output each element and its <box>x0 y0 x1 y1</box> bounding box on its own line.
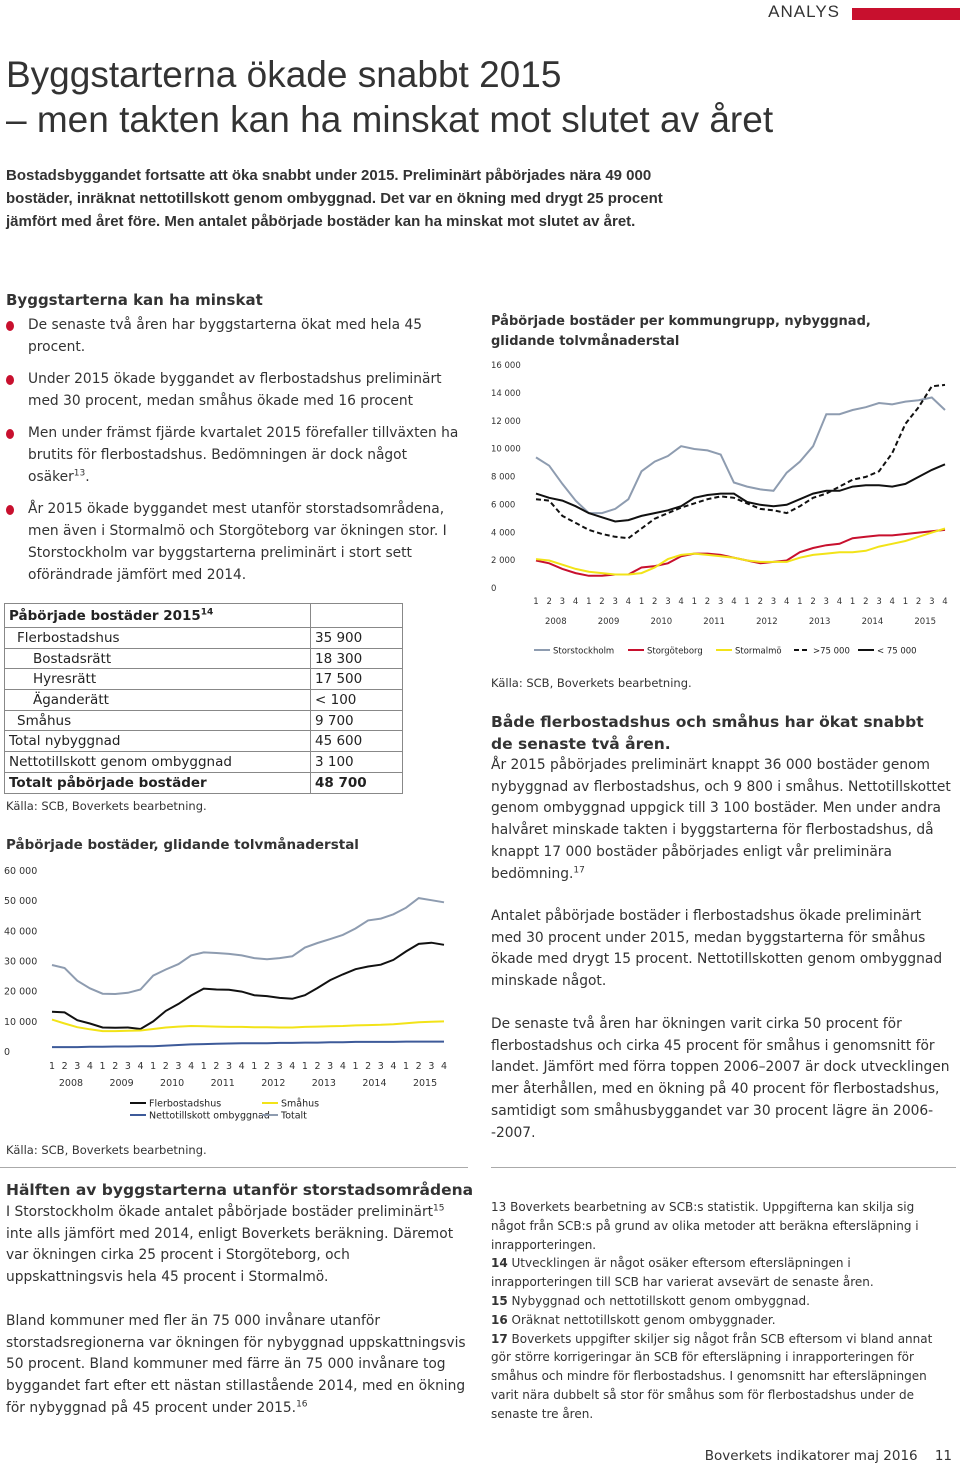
year-label: 2009 <box>109 1078 134 1089</box>
x-tick-label: 1 <box>150 1061 157 1072</box>
footnote: 14 Utvecklingen är något osäker eftersom eftersläpningen i inrapporteringen till SCB har varierat avsevärt de senaste åren. <box>491 1256 874 1290</box>
legend-label: Storgöteborg <box>647 646 703 657</box>
bullet-text: Under 2015 ökade byggandet av flerbostadshus preliminärt med 30 procent, medan småhus ökade med 16 procent <box>28 371 442 409</box>
chart1-source: Källa: SCB, Boverkets bearbetning. <box>6 1143 207 1157</box>
chart2-svg <box>480 352 960 664</box>
x-tick-label: 4 <box>942 597 948 607</box>
x-tick-label: 4 <box>289 1061 296 1072</box>
footnote-ref: 13 <box>73 468 86 479</box>
legend-label: Stormalmö <box>735 646 782 657</box>
page-number: 11 <box>934 1448 952 1464</box>
x-tick-label: 3 <box>612 597 618 607</box>
year-label: 2014 <box>861 617 884 627</box>
x-tick-label: 1 <box>352 1061 359 1072</box>
bullet-text-end: . <box>85 469 90 485</box>
bullet-item <box>6 314 466 358</box>
x-tick-label: 2 <box>365 1061 372 1072</box>
x-tick-label: 1 <box>200 1061 207 1072</box>
title-line-1: Byggstarterna ökade snabbt 2015 <box>6 54 562 95</box>
x-tick-label: 1 <box>691 597 698 607</box>
table-cell-label: Flerbostadshus <box>5 628 311 649</box>
x-tick-label: 1 <box>48 1061 56 1072</box>
year-label: 2015 <box>914 617 937 627</box>
x-tick-label: 3 <box>327 1061 334 1072</box>
series-line <box>536 398 945 514</box>
bullet-dot-icon <box>6 321 14 331</box>
x-tick-label: 4 <box>440 1061 448 1072</box>
legend-label: Nettotillskott ombyggnad <box>149 1110 270 1122</box>
table-cell-value: 48 700 <box>311 772 403 793</box>
x-tick-label: 4 <box>339 1061 346 1072</box>
x-tick-label: 3 <box>717 597 724 607</box>
bottom-heading: Hälften av byggstarterna utanför storstadsområdena <box>6 1181 474 1199</box>
x-tick-label: 2 <box>863 597 869 607</box>
legend-label: Flerbostadshus <box>149 1098 222 1110</box>
y-tick-label: 12 000 <box>491 416 521 427</box>
series-line <box>52 943 444 1029</box>
x-tick-label: 3 <box>124 1061 131 1072</box>
chart1-svg <box>0 855 460 1135</box>
footnote: 16 Oräknat nettotillskott genom ombyggnader. <box>491 1312 776 1327</box>
bullet-dot-icon <box>6 429 14 439</box>
table-row <box>5 690 403 711</box>
year-label: 2014 <box>362 1078 387 1089</box>
x-tick-label: 3 <box>559 597 566 607</box>
x-tick-label: 1 <box>533 597 539 607</box>
year-label: 2015 <box>412 1078 438 1089</box>
table-cell-label: Hyresrätt <box>5 669 311 690</box>
footnote: 17 Boverkets uppgifter skiljer sig något från SCB eftersom vi bland annat gör större korrigeringar än SCB för eftersläpning i inrapporteringen för småhus och mindre för flerbostadshus. I genomsnitt har eftersläpningen varit nära dubbelt så stor för småhus som för flerbostadshus under de senaste tre åren. <box>491 1331 933 1421</box>
footnote: 13 Boverkets bearbetning av SCB:s statistik. Uppgifterna kan skilja sig något från SCB:s på grund av olika metoder att beräkna eftersläpning i inrapporteringen. <box>491 1200 919 1252</box>
table-cell-label: Total nybyggnad <box>5 731 311 752</box>
y-tick-label: 4 000 <box>491 528 516 539</box>
x-tick-label: 1 <box>251 1061 258 1072</box>
x-tick-label: 2 <box>263 1061 270 1072</box>
y-tick-label: 10 000 <box>491 444 521 455</box>
table-title: Påbörjade bostäder 2015$^{14}$ <box>5 604 311 628</box>
x-tick-label: 2 <box>415 1061 422 1072</box>
y-tick-label: 60 000 <box>4 866 38 877</box>
footnote-ref: 15 <box>433 1203 445 1214</box>
footnote-ref: 17 <box>573 864 585 875</box>
legend-label: Småhus <box>281 1098 320 1110</box>
table-cell-value: 3 100 <box>311 752 403 773</box>
year-label: 2011 <box>210 1078 235 1089</box>
x-tick-label: 2 <box>915 597 922 607</box>
footnotes <box>491 1198 951 1424</box>
y-tick-label: 6 000 <box>491 500 516 511</box>
x-tick-label: 2 <box>112 1061 119 1072</box>
table-cell-label: Småhus <box>5 710 311 731</box>
table-row <box>5 710 403 731</box>
x-tick-label: 2 <box>314 1061 321 1072</box>
series-line <box>52 1042 444 1048</box>
right-paragraph-2: Antalet påbörjade bostäder i flerbostadshus ökade preliminärt med 30 procent under 2015, medan byggstarterna för småhus ökade med drygt 15 procent. Nettotillskotten genom ombyggnad minskade något. <box>491 908 943 990</box>
x-tick-label: 2 <box>810 597 816 607</box>
chart1-title: Påbörjade bostäder, glidande tolvmånaderstal <box>6 837 359 853</box>
chart2-title: Påbörjade bostäder per kommungrupp, nybyggnad, glidande tolvmånaderstal <box>491 314 871 349</box>
x-tick-label: 3 <box>876 597 882 607</box>
table-cell-value: < 100 <box>311 690 403 711</box>
year-label: 2008 <box>58 1078 84 1089</box>
x-tick-label: 4 <box>625 597 632 607</box>
table-cell-label: Nettotillskott genom ombyggnad <box>5 752 311 773</box>
table-cell-label: Äganderätt <box>5 690 311 711</box>
series-line <box>52 898 444 994</box>
year-label: 2008 <box>544 617 567 627</box>
x-tick-label: 3 <box>175 1061 182 1072</box>
x-tick-label: 1 <box>301 1061 308 1072</box>
legend-label: Totalt <box>281 1110 307 1122</box>
table-row <box>5 628 403 649</box>
year-label: 2012 <box>261 1078 286 1089</box>
table-cell-value: 9 700 <box>311 710 403 731</box>
x-tick-label: 3 <box>428 1061 435 1072</box>
table-cell-value: 35 900 <box>311 628 403 649</box>
year-label: 2011 <box>703 617 725 627</box>
x-tick-label: 3 <box>377 1061 384 1072</box>
bullet-item <box>6 368 466 412</box>
right-paragraph-3: De senaste två åren har ökningen varit cirka 50 procent för flerbostadshus och cirka 45 procent för småhus i genomsnitt för landet. Jämfört med förra toppen 2006–2007 är dock utvecklingen mer återhållen, med en ökning på 40 procent för flerbostadshus, samtidigt som småhusbyggandet var 30 procent lägre än 2006--2007. <box>491 1016 950 1141</box>
table-row <box>5 772 403 793</box>
x-tick-label: 3 <box>226 1061 233 1072</box>
x-tick-label: 1 <box>638 597 645 607</box>
x-tick-label: 2 <box>213 1061 220 1072</box>
y-tick-label: 20 000 <box>4 986 38 998</box>
bullet-text: År 2015 ökade byggandet mest utanför storstadsområdena, men även i Stormalmö och Storgöteborg var ökningen stor. I Storstockholm var byggstarterna preliminärt i stort sett oförändrade jämfört med 2014. <box>28 501 447 583</box>
x-tick-label: 3 <box>276 1061 283 1072</box>
table-cell-label: Bostadsrätt <box>5 648 311 669</box>
x-tick-label: 2 <box>61 1061 68 1072</box>
table-row <box>5 752 403 773</box>
footnote: 15 Nybyggnad och nettotillskott genom ombyggnad. <box>491 1293 810 1308</box>
bullet-text: Men under främst fjärde kvartalet 2015 förefaller tillväxten ha brutits för flerbostadshus. Bedömningen är dock något osäker <box>28 425 459 485</box>
footnote-ref: 16 <box>296 1399 308 1410</box>
table-header-row <box>5 604 403 628</box>
x-tick-label: 2 <box>757 597 764 607</box>
y-tick-label: 0 <box>4 1047 11 1058</box>
x-tick-label: 4 <box>783 597 790 607</box>
year-label: 2012 <box>756 617 778 627</box>
right-heading: Både flerbostadshus och småhus har ökat snabbt de senaste två åren. <box>491 713 924 753</box>
bullet-item <box>6 422 466 488</box>
section-label: ANALYS <box>768 2 840 21</box>
page-title <box>6 52 946 142</box>
bottom-paragraph-2: Bland kommuner med fler än 75 000 invånare utanför storstadsregionerna var ökningen för nybyggnad uppskattningsvis 50 procent. Bland kommuner med färre än 75 000 invånare tog byggandet fart efter ett nästan stillastående 2014, med en ökning för nybyggnad på 45 procent under 2015.16 <box>6 1313 466 1416</box>
x-tick-label: 1 <box>744 597 750 607</box>
x-tick-label: 4 <box>836 597 843 607</box>
x-tick-label: 2 <box>546 597 552 607</box>
x-tick-label: 4 <box>678 597 684 607</box>
x-tick-label: 2 <box>704 597 711 607</box>
legend-label: < 75 000 <box>877 646 917 657</box>
series-line <box>536 530 945 576</box>
summary-heading: Byggstarterna kan ha minskat <box>6 291 263 309</box>
y-tick-label: 2 000 <box>491 556 516 567</box>
x-tick-label: 1 <box>403 1061 410 1072</box>
x-tick-label: 4 <box>188 1061 195 1072</box>
year-label: 2013 <box>311 1078 336 1089</box>
x-tick-label: 2 <box>652 597 658 607</box>
x-tick-label: 1 <box>797 597 803 607</box>
bottom-paragraph-1: I Storstockholm ökade antalet påbörjade bostäder preliminärt$^{15}$ inte alls jämfört med 2014, enligt Boverkets beräkning. Däremot var ökningen cirka 25 procent i Storgöteborg, och uppskattningsvis hela 45 procent i Stormalmö. <box>6 1203 454 1286</box>
x-tick-label: 4 <box>572 597 579 607</box>
right-paragraph-1: År 2015 påbörjades preliminärt knappt 36 000 bostäder genom nybyggnad av flerbostadshus, och 9 800 i småhus. Nettotillskottet genom ombyggnad uppgick till 3 100 bostäder. Men under andra halvåret minskade takten i byggstarterna för flerbostadshus, då knappt 17 000 bostäder påbörjades enligt vår preliminära bedömning.$^{17}$ <box>491 757 951 882</box>
y-tick-label: 10 000 <box>4 1016 38 1028</box>
divider <box>0 1167 468 1168</box>
table-cell-value: 18 300 <box>311 648 403 669</box>
x-tick-label: 3 <box>823 597 829 607</box>
chart2-source: Källa: SCB, Boverkets bearbetning. <box>491 676 692 690</box>
table-source: Källa: SCB, Boverkets bearbetning. <box>6 799 207 813</box>
x-tick-label: 1 <box>849 597 856 607</box>
bullet-dot-icon <box>6 375 14 385</box>
y-tick-label: 16 000 <box>491 361 521 371</box>
year-label: 2013 <box>808 617 831 627</box>
x-tick-label: 4 <box>86 1061 93 1072</box>
y-tick-label: 50 000 <box>4 896 38 908</box>
x-tick-label: 4 <box>137 1061 144 1072</box>
table-row <box>5 669 403 690</box>
legend-label: >75 000 <box>813 646 850 657</box>
table-cell-value: 45 600 <box>311 731 403 752</box>
footer-text: Boverkets indikatorer maj 2016 <box>704 1448 918 1464</box>
x-tick-label: 4 <box>731 597 737 607</box>
x-tick-label: 4 <box>390 1061 397 1072</box>
year-label: 2010 <box>160 1078 185 1089</box>
page-footer <box>705 1448 952 1464</box>
bullet-text: De senaste två åren har byggstarterna ökat med hela 45 procent. <box>28 317 423 355</box>
y-tick-label: 14 000 <box>491 388 521 399</box>
x-tick-label: 4 <box>889 597 895 607</box>
x-tick-label: 2 <box>162 1061 169 1072</box>
series-line <box>52 1020 444 1032</box>
x-tick-label: 1 <box>586 597 592 607</box>
footnote-ref: 14 <box>200 607 214 617</box>
summary-bullets <box>6 314 466 596</box>
divider <box>491 1167 956 1168</box>
title-line-2: – men takten kan ha minskat mot slutet av året <box>6 99 774 140</box>
bullet-dot-icon <box>6 505 14 515</box>
x-tick-label: 3 <box>929 597 935 607</box>
y-tick-label: 8 000 <box>491 472 516 483</box>
section-accent-bar <box>852 8 960 20</box>
table-cell-value: 17 500 <box>311 669 403 690</box>
bullet-item <box>6 498 466 586</box>
y-tick-label: 0 <box>491 584 497 594</box>
table-cell-label: Totalt påbörjade bostäder <box>5 772 311 793</box>
x-tick-label: 3 <box>74 1061 81 1072</box>
legend-label: Storstockholm <box>553 646 615 657</box>
table-row <box>5 731 403 752</box>
lead-paragraph: Bostadsbyggandet fortsatte att öka snabbt under 2015. Preliminärt påbörjades nära 49 000 bostäder, inräknat nettotillskott genom ombyggnad. Det var en ökning med drygt 25 procent jämfört med året före. Men antalet påbörjade bostäder kan ha minskat mot slutet av året. <box>6 167 663 230</box>
year-label: 2009 <box>597 617 620 627</box>
table-row <box>5 648 403 669</box>
x-tick-label: 1 <box>902 597 909 607</box>
starts-table <box>4 603 403 794</box>
x-tick-label: 2 <box>599 597 605 607</box>
year-label: 2010 <box>650 617 673 627</box>
x-tick-label: 1 <box>99 1061 106 1072</box>
y-tick-label: 30 000 <box>4 956 38 968</box>
x-tick-label: 3 <box>770 597 777 607</box>
x-tick-label: 4 <box>238 1061 245 1072</box>
x-tick-label: 3 <box>665 597 671 607</box>
y-tick-label: 40 000 <box>4 926 38 938</box>
